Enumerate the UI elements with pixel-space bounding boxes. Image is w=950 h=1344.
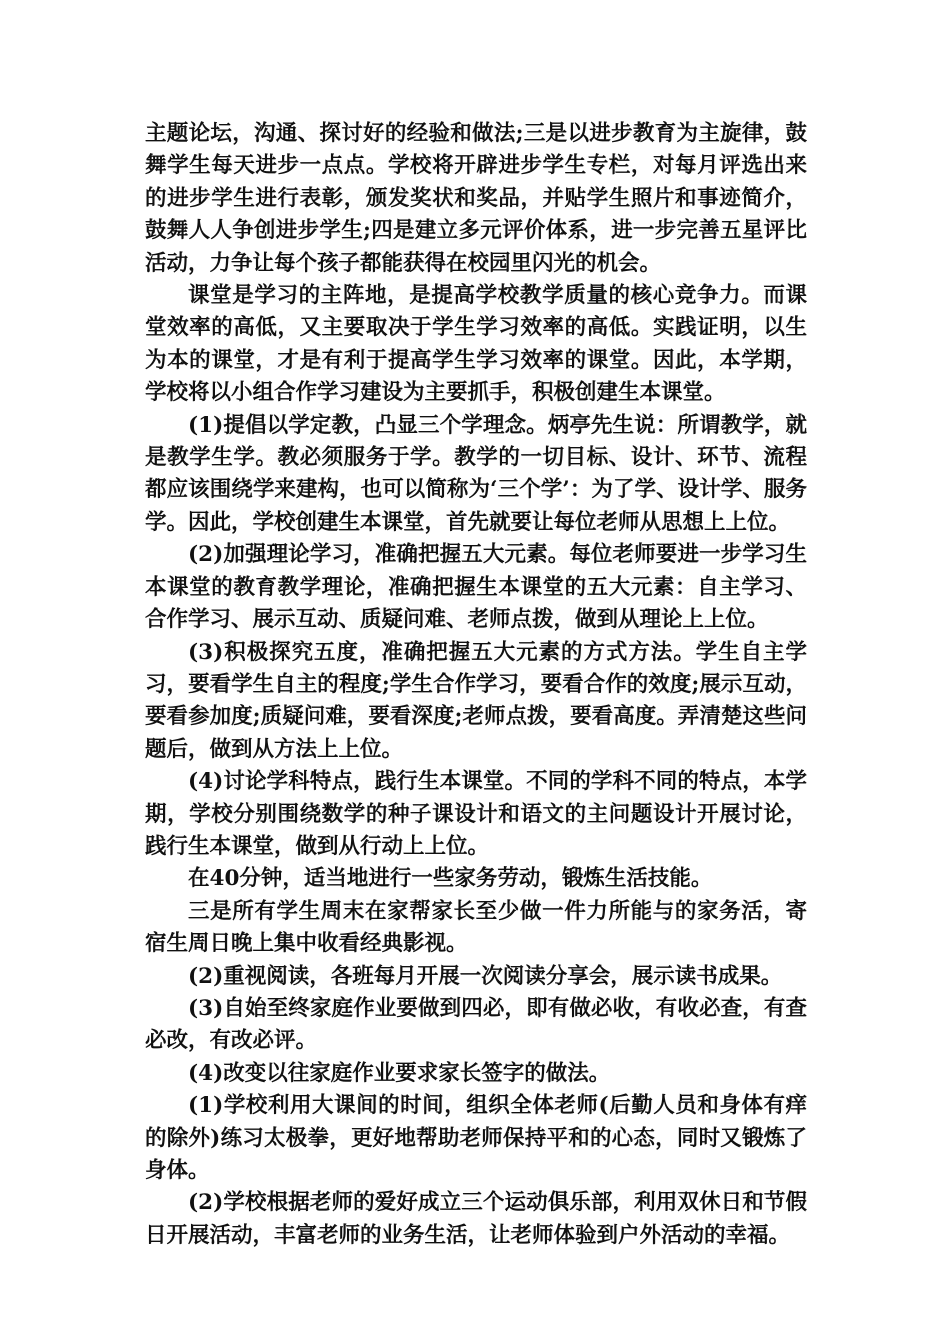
document-body (145, 118, 807, 1252)
paragraph-5: (3)积极探究五度，准确把握五大元素的方式方法。学生自主学习，要看学生自主的程度;学生合作学习，要看合作的效度;展示互动，要看参加度;质疑问难，要看深度;老师点拨，要看高度。弄清楚这些问题后，做到从方法上上位。 (145, 639, 807, 762)
paragraph-12: (1)学校利用大课间的时间，组织全体老师(后勤人员和身体有痒的除外)练习太极拳，更好地帮助老师保持平和的心态，同时又锻炼了身体。 (145, 1093, 807, 1183)
paragraph-4: (2)加强理论学习，准确把握五大元素。每位老师要进一步学习生本课堂的教育教学理论，准确把握生本课堂的五大元素：自主学习、合作学习、展示互动、质疑问难、老师点拨，做到从理论上上位。 (145, 542, 807, 633)
paragraph-13: (2)学校根据老师的爱好成立三个运动俱乐部，利用双休日和节假日开展活动，丰富老师的业务生活，让老师体验到户外活动的幸福。 (145, 1190, 807, 1248)
paragraph-8: 三是所有学生周末在家帮家长至少做一件力所能与的家务活，寄宿生周日晚上集中收看经典影视。 (145, 898, 807, 957)
paragraph-7: 在40分钟，适当地进行一些家务劳动，锻炼生活技能。 (188, 866, 713, 892)
paragraph-2: 课堂是学习的主阵地，是提高学校教学质量的核心竞争力。而课堂效率的高低，又主要取决于学生学习效率的高低。实践证明，以生为本的课堂，才是有利于提高学生学习效率的课堂。因此，本学期，学校将以小组合作学习建设为主要抓手，积极创建生本课堂。 (145, 283, 807, 406)
paragraph-3: (1)提倡以学定教，凸显三个学理念。炳亭先生说：所谓教学，就是教学生学。教必须服务于学。教学的一切目标、设计、环节、流程都应该围绕学来建构，也可以简称为‘三个学’：为了学、设计学、服务学。因此，学校创建生本课堂，首先就要让每位老师从思想上上位。 (145, 412, 807, 535)
paragraph-1: 主题论坛，沟通、探讨好的经验和做法;三是以进步教育为主旋律，鼓舞学生每天进步一点点。学校将开辟进步学生专栏，对每月评选出来的进步学生进行表彰，颁发奖状和奖品，并贴学生照片和事迹简介，鼓舞人人争创进步学生;四是建立多元评价体系，进一步完善五星评比活动，力争让每个孩子都能获得在校园里闪光的机会。 (145, 121, 807, 276)
paragraph-11: (4)改变以往家庭作业要求家长签字的做法。 (188, 1060, 611, 1086)
paragraph-10: (3)自始至终家庭作业要做到四必，即有做必收，有收必查，有查必改，有改必评。 (145, 995, 807, 1054)
paragraph-9: (2)重视阅读，各班每月开展一次阅读分享会，展示读书成果。 (188, 963, 783, 989)
paragraph-6: (4)讨论学科特点，践行生本课堂。不同的学科不同的特点，本学期，学校分别围绕数学的种子课设计和语文的主问题设计开展讨论，践行生本课堂，做到从行动上上位。 (145, 769, 807, 859)
